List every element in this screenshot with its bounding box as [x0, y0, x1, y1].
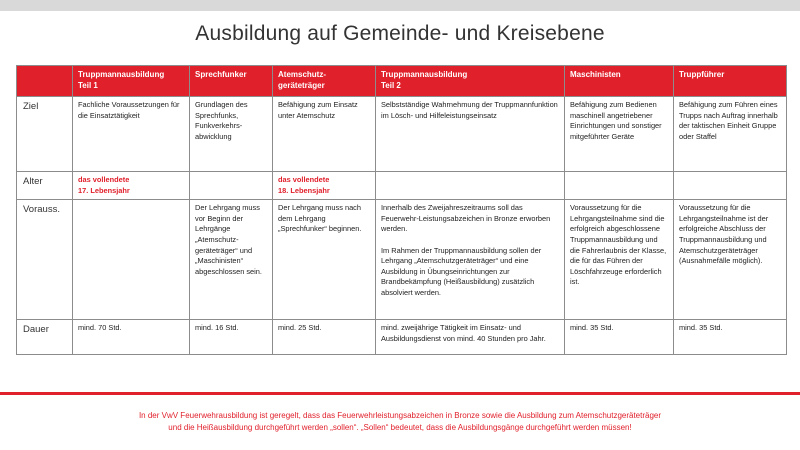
- header-corner: [17, 66, 73, 97]
- table-cell: mind. 70 Std.: [73, 320, 190, 355]
- table-cell: Grundlagen des Sprechfunks, Funkverkehrs-abwicklung: [190, 97, 273, 172]
- footer-divider: [0, 392, 800, 395]
- row-label-voraussetzung: Vorauss.: [17, 200, 73, 320]
- table-cell: [73, 200, 190, 320]
- header-truppmann-teil1: Truppmannausbildung Teil 1: [73, 66, 190, 97]
- header-sprechfunker: Sprechfunker: [190, 66, 273, 97]
- footer-note-line2: und die Heißausbildung durchgeführt werden „sollen“. „Sollen“ bedeutet, dass die Ausbildungsgänge durchgeführt werden müssen!: [168, 423, 632, 432]
- table-cell: mind. 25 Std.: [273, 320, 376, 355]
- table-cell: mind. 35 Std.: [565, 320, 674, 355]
- table-cell: Innerhalb des Zweijahreszeitraums soll das Feuerwehr-Leistungsabzeichen in Bronze erworben werden. Im Rahmen der Truppmannausbildung sollen der Lehrgang „Atemschutzgeräteträger“ und eine Ausbildung in Übungseinrichtungen zur Brandbekämpfung (Heißausbildung) zusätzlich absolviert werden.: [376, 200, 565, 320]
- table-cell: [565, 172, 674, 200]
- table-cell: Voraussetzung für die Lehrgangsteilnahme ist der erfolgreiche Abschluss der Truppmannausbildung und Atemschutzgeräteträger (Ausnahmefälle möglich).: [674, 200, 787, 320]
- table-cell: mind. 35 Std.: [674, 320, 787, 355]
- table-cell: Befähigung zum Führen eines Trupps nach Auftrag innerhalb der taktischen Einheit Gruppe oder Staffel: [674, 97, 787, 172]
- table-cell: mind. 16 Std.: [190, 320, 273, 355]
- row-label-alter: Alter: [17, 172, 73, 200]
- table-cell: Selbstständige Wahrnehmung der Truppmannfunktion im Lösch- und Hilfeleistungseinsatz: [376, 97, 565, 172]
- table-cell: Der Lehrgang muss vor Beginn der Lehrgänge „Atemschutz-geräteträger“ und „Maschinisten“ abgeschlossen sein.: [190, 200, 273, 320]
- table-cell: Der Lehrgang muss nach dem Lehrgang „Sprechfunker“ beginnen.: [273, 200, 376, 320]
- table-cell: Befähigung zum Einsatz unter Atemschutz: [273, 97, 376, 172]
- table-cell: Fachliche Voraussetzungen für die Einsatztätigkeit: [73, 97, 190, 172]
- table-cell: Voraussetzung für die Lehrgangsteilnahme sind die erfolgreich abgeschlossene Truppmannausbildung und die Fahrerlaubnis der Klasse, die für das Führen der Löschfahrzeuge erforderlich ist.: [565, 200, 674, 320]
- footer-note-line1: In der VwV Feuerwehrausbildung ist geregelt, dass das Feuerwehrleistungsabzeichen in Bronze sowie die Ausbildung zum Atemschutzgeräteträger: [138, 411, 662, 420]
- table-cell: mind. zweijährige Tätigkeit im Einsatz- und Ausbildungsdienst von mind. 40 Stunden pro Jahr.: [376, 320, 565, 355]
- table-row-dauer: [17, 320, 787, 355]
- page-title: Ausbildung auf Gemeinde- und Kreisebene: [195, 22, 605, 45]
- table-cell: [674, 172, 787, 200]
- table-row-voraussetzung: [17, 200, 787, 320]
- row-label-dauer: Dauer: [17, 320, 73, 355]
- footer-note: [60, 410, 740, 434]
- row-label-ziel: Ziel: [17, 97, 73, 172]
- table-cell: [190, 172, 273, 200]
- top-bar: [0, 0, 800, 11]
- header-truppmann-teil2: Truppmannausbildung Teil 2: [376, 66, 565, 97]
- table-row-alter: [17, 172, 787, 200]
- header-atemschutz: Atemschutz- geräteträger: [273, 66, 376, 97]
- table-row-ziel: [17, 97, 787, 172]
- header-maschinisten: Maschinisten: [565, 66, 674, 97]
- header-row: [17, 66, 787, 97]
- table-cell: das vollendete 17. Lebensjahr: [73, 172, 190, 200]
- training-table: [16, 65, 787, 355]
- table-cell: [376, 172, 565, 200]
- header-truppfuehrer: Truppführer: [674, 66, 787, 97]
- table-cell: Befähigung zum Bedienen maschinell angetriebener Einrichtungen und sonstiger mitgeführter Geräte: [565, 97, 674, 172]
- table-cell: das vollendete 18. Lebensjahr: [273, 172, 376, 200]
